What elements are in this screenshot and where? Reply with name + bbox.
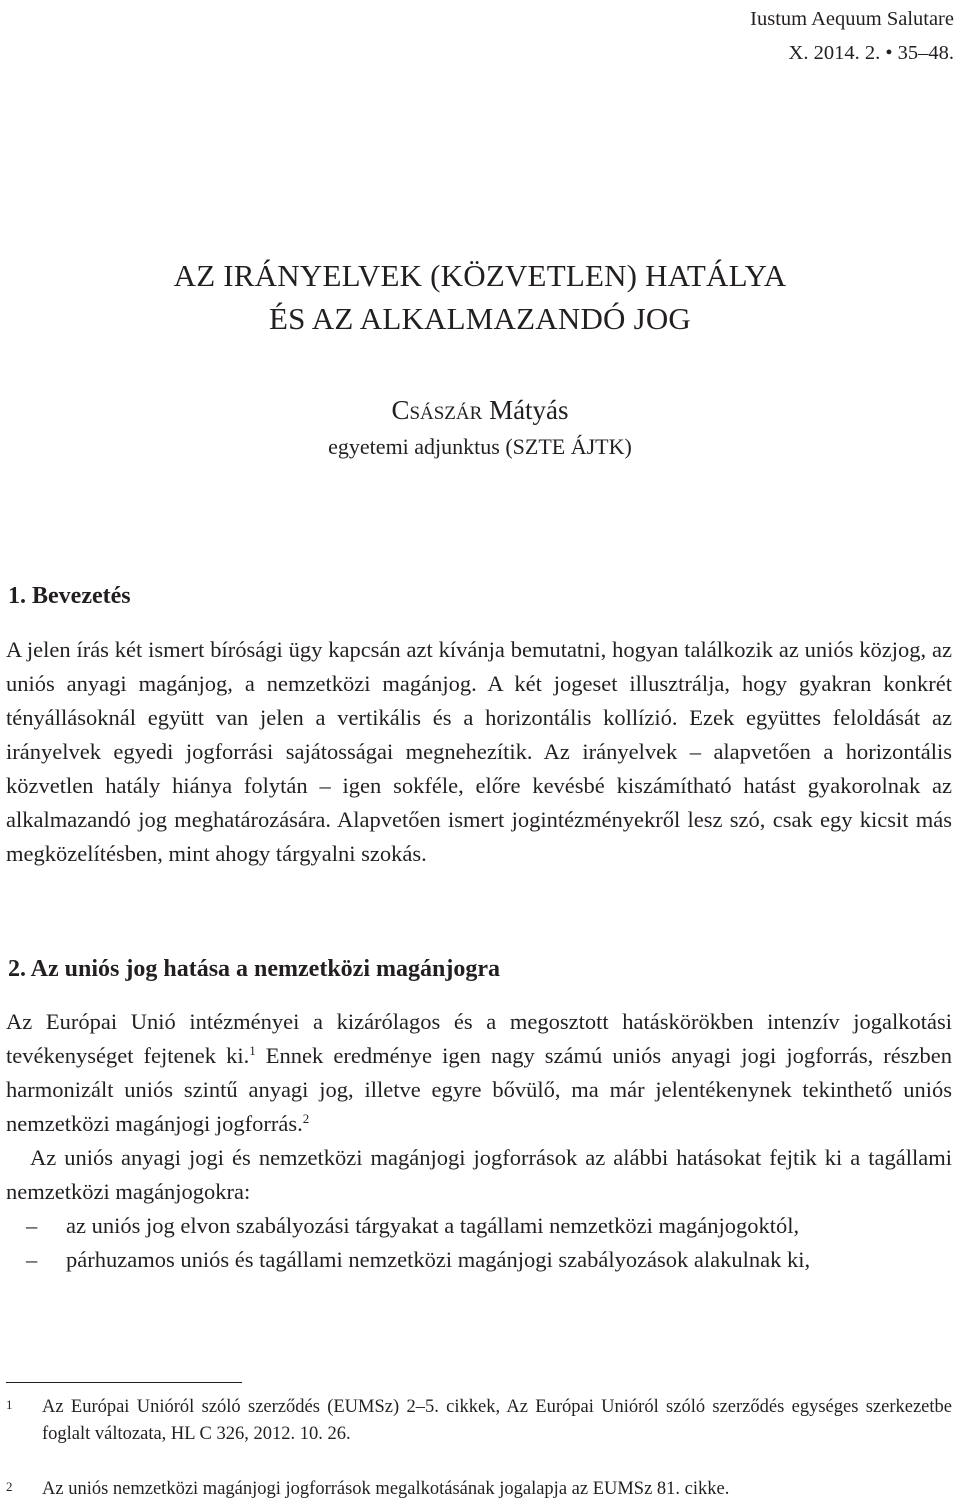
title-line-2: ÉS AZ ALKALMAZANDÓ JOG (268, 301, 692, 336)
effects-list (6, 1209, 952, 1277)
section-1-paragraph: A jelen írás két ismert bírósági ügy kapcsán azt kívánja bemutatni, hogyan találkozik az uniós közjog, az uniós anyagi magánjog, a nemzetközi magánjog. A két jogeset illusztrálja, hogy gyakran konkrét tényállásoknál együtt van jelen a vertikális és a horizontális kollízió. Ezek együttes feloldását az irányelvek egyedi jogforrási sajátosságai megnehezítik. Az irányelvek – alapvetően a horizontális közvetlen hatály hiánya folytán – igen sokféle, előre kevésbé kiszámítható hatást gyakorolnak az alkalmazandó jog meghatározására. Alapvetően ismert jogintézményekről lesz szó, csak egy kicsit más megközelítésben, mint ahogy tárgyalni szokás. (6, 637, 952, 866)
list-dash: – (26, 1213, 38, 1238)
footnote-text: Az uniós nemzetközi magánjogi jogforrások megalkotásának jogalapja az EUMSz 81. cikke. (42, 1479, 730, 1499)
section-2-heading: 2. Az uniós jog hatása a nemzetközi magánjogra (8, 956, 500, 982)
article-title (0, 254, 960, 340)
author-surname: Császár (391, 395, 483, 425)
section-2-paragraph-2: Az uniós anyagi jogi és nemzetközi magánjogi jogforrások az alábbi hatásokat fejtik ki a tagállami nemzetközi magánjogokra: (6, 1145, 952, 1204)
list-dash: – (26, 1247, 38, 1272)
list-item (6, 1209, 952, 1243)
footnote-rule (6, 1382, 242, 1383)
title-line-1: AZ IRÁNYELVEK (KÖZVETLEN) HATÁLYA (173, 258, 787, 293)
paragraph-1-part-a: Az Európai Unió intézményei a kizárólagos és a megosztott hatáskörökben intenzív jogalkotási tevékenységet fejtenek ki. (6, 1009, 952, 1068)
list-item-text: párhuzamos uniós és tagállami nemzetközi magánjogi szabályozások alakulnak ki, (66, 1247, 811, 1272)
issue-info: X. 2014. 2. • 35–48. (788, 42, 954, 64)
journal-title: Iustum Aequum Salutare (750, 8, 954, 30)
footnote-number: 1 (6, 1397, 13, 1412)
author-affiliation: egyetemi adjunktus (SZTE ÁJTK) (328, 434, 632, 459)
footnote-text: Az Európai Unióról szóló szerződés (EUMSz) 2–5. cikkek, Az Európai Unióról szóló szerződés egységes szerkezetbe foglalt változata, HL C 326, 2012. 10. 26. (42, 1397, 952, 1444)
list-item (6, 1243, 952, 1277)
list-item-text: az uniós jog elvon szabályozási tárgyakat a tagállami nemzetközi magánjogoktól, (66, 1213, 800, 1238)
section-1-heading: 1. Bevezetés (8, 583, 131, 609)
section-2-paragraph-1 (6, 1005, 952, 1141)
footnote-2 (6, 1476, 952, 1503)
footnote-1 (6, 1394, 952, 1448)
author-name (0, 390, 960, 430)
running-header (750, 2, 954, 70)
author-block (0, 390, 960, 464)
footnote-ref-2[interactable]: 2 (302, 1111, 310, 1126)
footnote-number: 2 (6, 1479, 13, 1494)
footnote-ref-1[interactable]: 1 (249, 1043, 256, 1058)
paragraph-1-part-b: Ennek eredménye igen nagy számú uniós anyagi jogi jogforrás, részben harmonizált uniós szintű anyagi jog, illetve egyre bővülő, ma már jelentékenynek tekinthető uniós nemzetközi magánjogi jogforrás. (6, 1043, 952, 1136)
author-given-name: Mátyás (489, 395, 569, 425)
